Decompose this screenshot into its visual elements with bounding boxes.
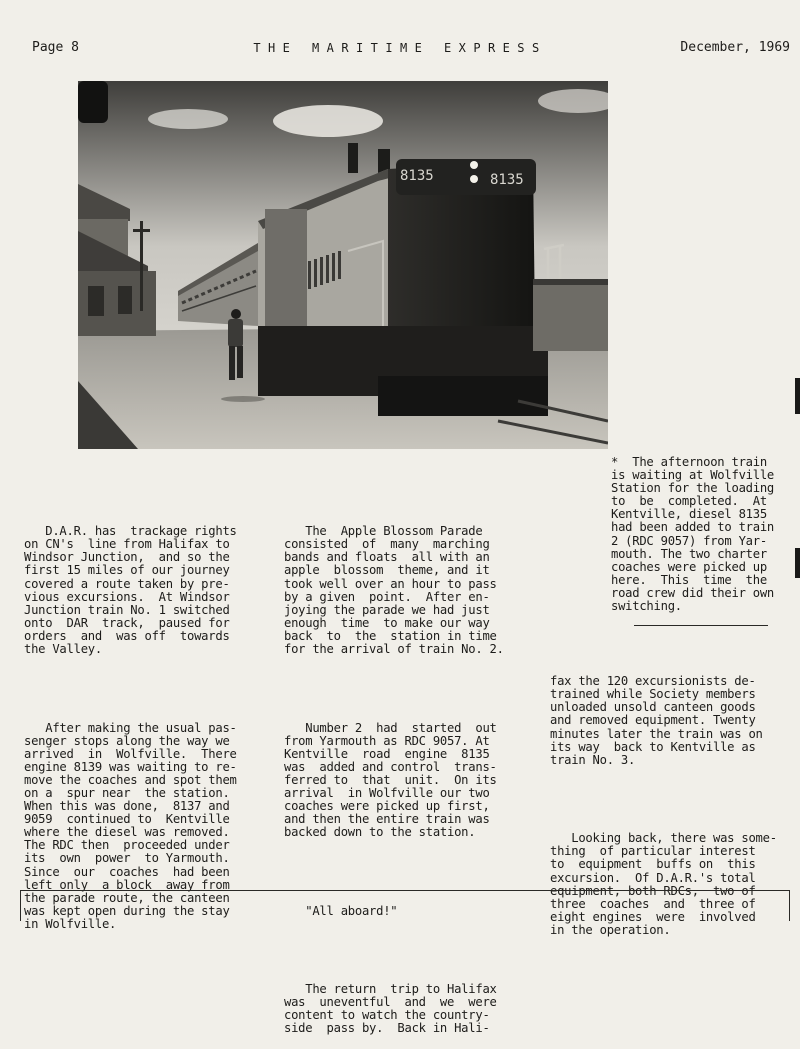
text-line: fax the 120 excursionists de-	[550, 674, 756, 689]
next-article-box	[20, 890, 790, 921]
text-line: Kentville road engine 8135	[284, 746, 490, 761]
text-line: thing of particular interest	[550, 844, 756, 859]
text-line: ferred to that unit. On its	[284, 772, 497, 787]
binding-mark	[795, 378, 800, 414]
text-line: here. This time the	[611, 572, 767, 587]
text-line: backed down to the station.	[284, 825, 476, 840]
text-line: for the arrival of train No. 2.	[284, 642, 504, 657]
text-line: from Yarmouth as RDC 9057. At	[284, 733, 490, 748]
text-line: back to the station in time	[284, 628, 497, 643]
text-line: After making the usual pas-	[24, 720, 237, 735]
text-line: coaches were picked up first,	[284, 799, 490, 814]
text-line: first 15 miles of our journey	[24, 563, 230, 578]
cloud	[148, 109, 228, 129]
text-line: senger stops along the way we	[24, 733, 230, 748]
text-line: move the coaches and spot them	[24, 772, 237, 787]
page-number: Page 8	[32, 40, 79, 55]
text-line: train No. 3.	[550, 752, 636, 767]
paragraph-halifax-detrain	[550, 675, 777, 767]
newsletter-title: THE MARITIME EXPRESS	[253, 41, 547, 55]
text-line: is waiting at Wolfville	[611, 468, 775, 483]
text-line: onto DAR track, paused for	[24, 615, 230, 630]
text-line: coaches were picked up	[611, 559, 767, 574]
text-line: The Apple Blossom Parade	[284, 524, 483, 539]
text-line: on CN's line from Halifax to	[24, 537, 230, 552]
text-line: unloaded unsold canteen goods	[550, 700, 756, 715]
train-photo	[78, 81, 608, 449]
text-line: took well over an hour to pass	[284, 576, 497, 591]
issue-date: December, 1969	[680, 40, 790, 55]
text-line: 9059 continued to Kentville	[24, 812, 230, 827]
article-column-2	[284, 499, 504, 1049]
text-line: apple blossom theme, and it	[284, 563, 490, 578]
text-line: arrival in Wolfville our two	[284, 785, 490, 800]
text-line: * The afternoon train	[611, 455, 767, 469]
paragraph-number-2	[284, 722, 504, 840]
text-line: The return trip to Halifax	[284, 982, 497, 997]
text-line: the Valley.	[24, 642, 102, 657]
text-line: vious excursions. At Windsor	[24, 589, 230, 604]
text-line: in Wolfville.	[24, 916, 117, 931]
text-line: on a spur near the station.	[24, 785, 230, 800]
paragraph-apple-blossom-parade	[284, 525, 504, 656]
text-line: bands and floats all with an	[284, 550, 490, 565]
text-line: was kept open during the stay	[24, 903, 230, 918]
text-line: and then the entire train was	[284, 812, 490, 827]
engine-number-left: 8135	[400, 168, 434, 184]
text-line: its own power to Yarmouth.	[24, 851, 230, 866]
text-line: orders and was off towards	[24, 628, 230, 643]
text-line: the parade route, the canteen	[24, 890, 230, 905]
paragraph-windsor-junction	[24, 525, 237, 656]
text-line: had been added to train	[611, 520, 775, 535]
text-line: enough time to make our way	[284, 615, 490, 630]
text-line: minutes later the train was on	[550, 726, 763, 741]
paragraph-return-trip	[284, 983, 504, 1035]
text-line: side pass by. Back in Hali-	[284, 1021, 490, 1036]
text-line: to equipment buffs on this	[550, 857, 756, 872]
text-line: engine 8139 was waiting to re-	[24, 759, 237, 774]
text-line: trained while Society members	[550, 687, 756, 702]
text-line: mouth. The two charter	[611, 546, 767, 561]
article-column-1	[24, 499, 237, 944]
paragraph-looking-back	[550, 832, 777, 937]
text-line: its way back to Kentville as	[550, 739, 756, 754]
headlight	[470, 161, 478, 169]
text-line: Number 2 had started out	[284, 720, 497, 735]
text-line: joying the parade we had just	[284, 602, 490, 617]
text-line: was added and control trans-	[284, 759, 497, 774]
text-line: Since our coaches had been	[24, 864, 230, 879]
text-line: Windsor Junction, and so the	[24, 550, 230, 565]
text-line: content to watch the country-	[284, 1008, 490, 1023]
text-line: Looking back, there was some-	[550, 831, 777, 846]
dark-corner	[78, 81, 108, 123]
text-line: excursion. Of D.A.R.'s total	[550, 870, 756, 885]
train-photo-illustration	[78, 81, 608, 449]
text-line: 2 (RDC 9057) from Yar-	[611, 533, 767, 548]
binding-mark	[795, 548, 800, 578]
text-line: D.A.R. has trackage rights	[24, 524, 237, 539]
text-line: Junction train No. 1 switched	[24, 602, 230, 617]
text-line: by a given point. After en-	[284, 589, 490, 604]
text-line: left only a block away from	[24, 877, 230, 892]
text-line: where the diesel was removed.	[24, 825, 230, 840]
text-line: was uneventful and we were	[284, 995, 497, 1010]
text-line: arrived in Wolfville. There	[24, 746, 237, 761]
text-line: in the operation.	[550, 922, 671, 937]
text-line: The RDC then proceeded under	[24, 838, 230, 853]
text-line: "All aboard!"	[284, 903, 398, 918]
text-line: three coaches and three of	[550, 896, 756, 911]
text-line: and removed equipment. Twenty	[550, 713, 756, 728]
text-line: Kentville, diesel 8135	[611, 507, 767, 522]
text-line: road crew did their own	[611, 585, 775, 600]
text-line: Station for the loading	[611, 481, 775, 496]
headlight	[470, 175, 478, 183]
engine-number-right: 8135	[490, 172, 524, 188]
caption-divider	[634, 625, 768, 626]
text-line: consisted of many marching	[284, 537, 490, 552]
text-line: covered a route taken by pre-	[24, 576, 230, 591]
text-line: equipment, both RDCs, two of	[550, 883, 756, 898]
text-line: to be completed. At	[611, 494, 767, 509]
text-line: eight engines were involved	[550, 909, 756, 924]
text-line: When this was done, 8137 and	[24, 799, 230, 814]
cloud	[273, 105, 383, 137]
photo-caption	[611, 456, 774, 613]
text-line: switching.	[611, 599, 682, 614]
freight-shed	[533, 279, 608, 351]
